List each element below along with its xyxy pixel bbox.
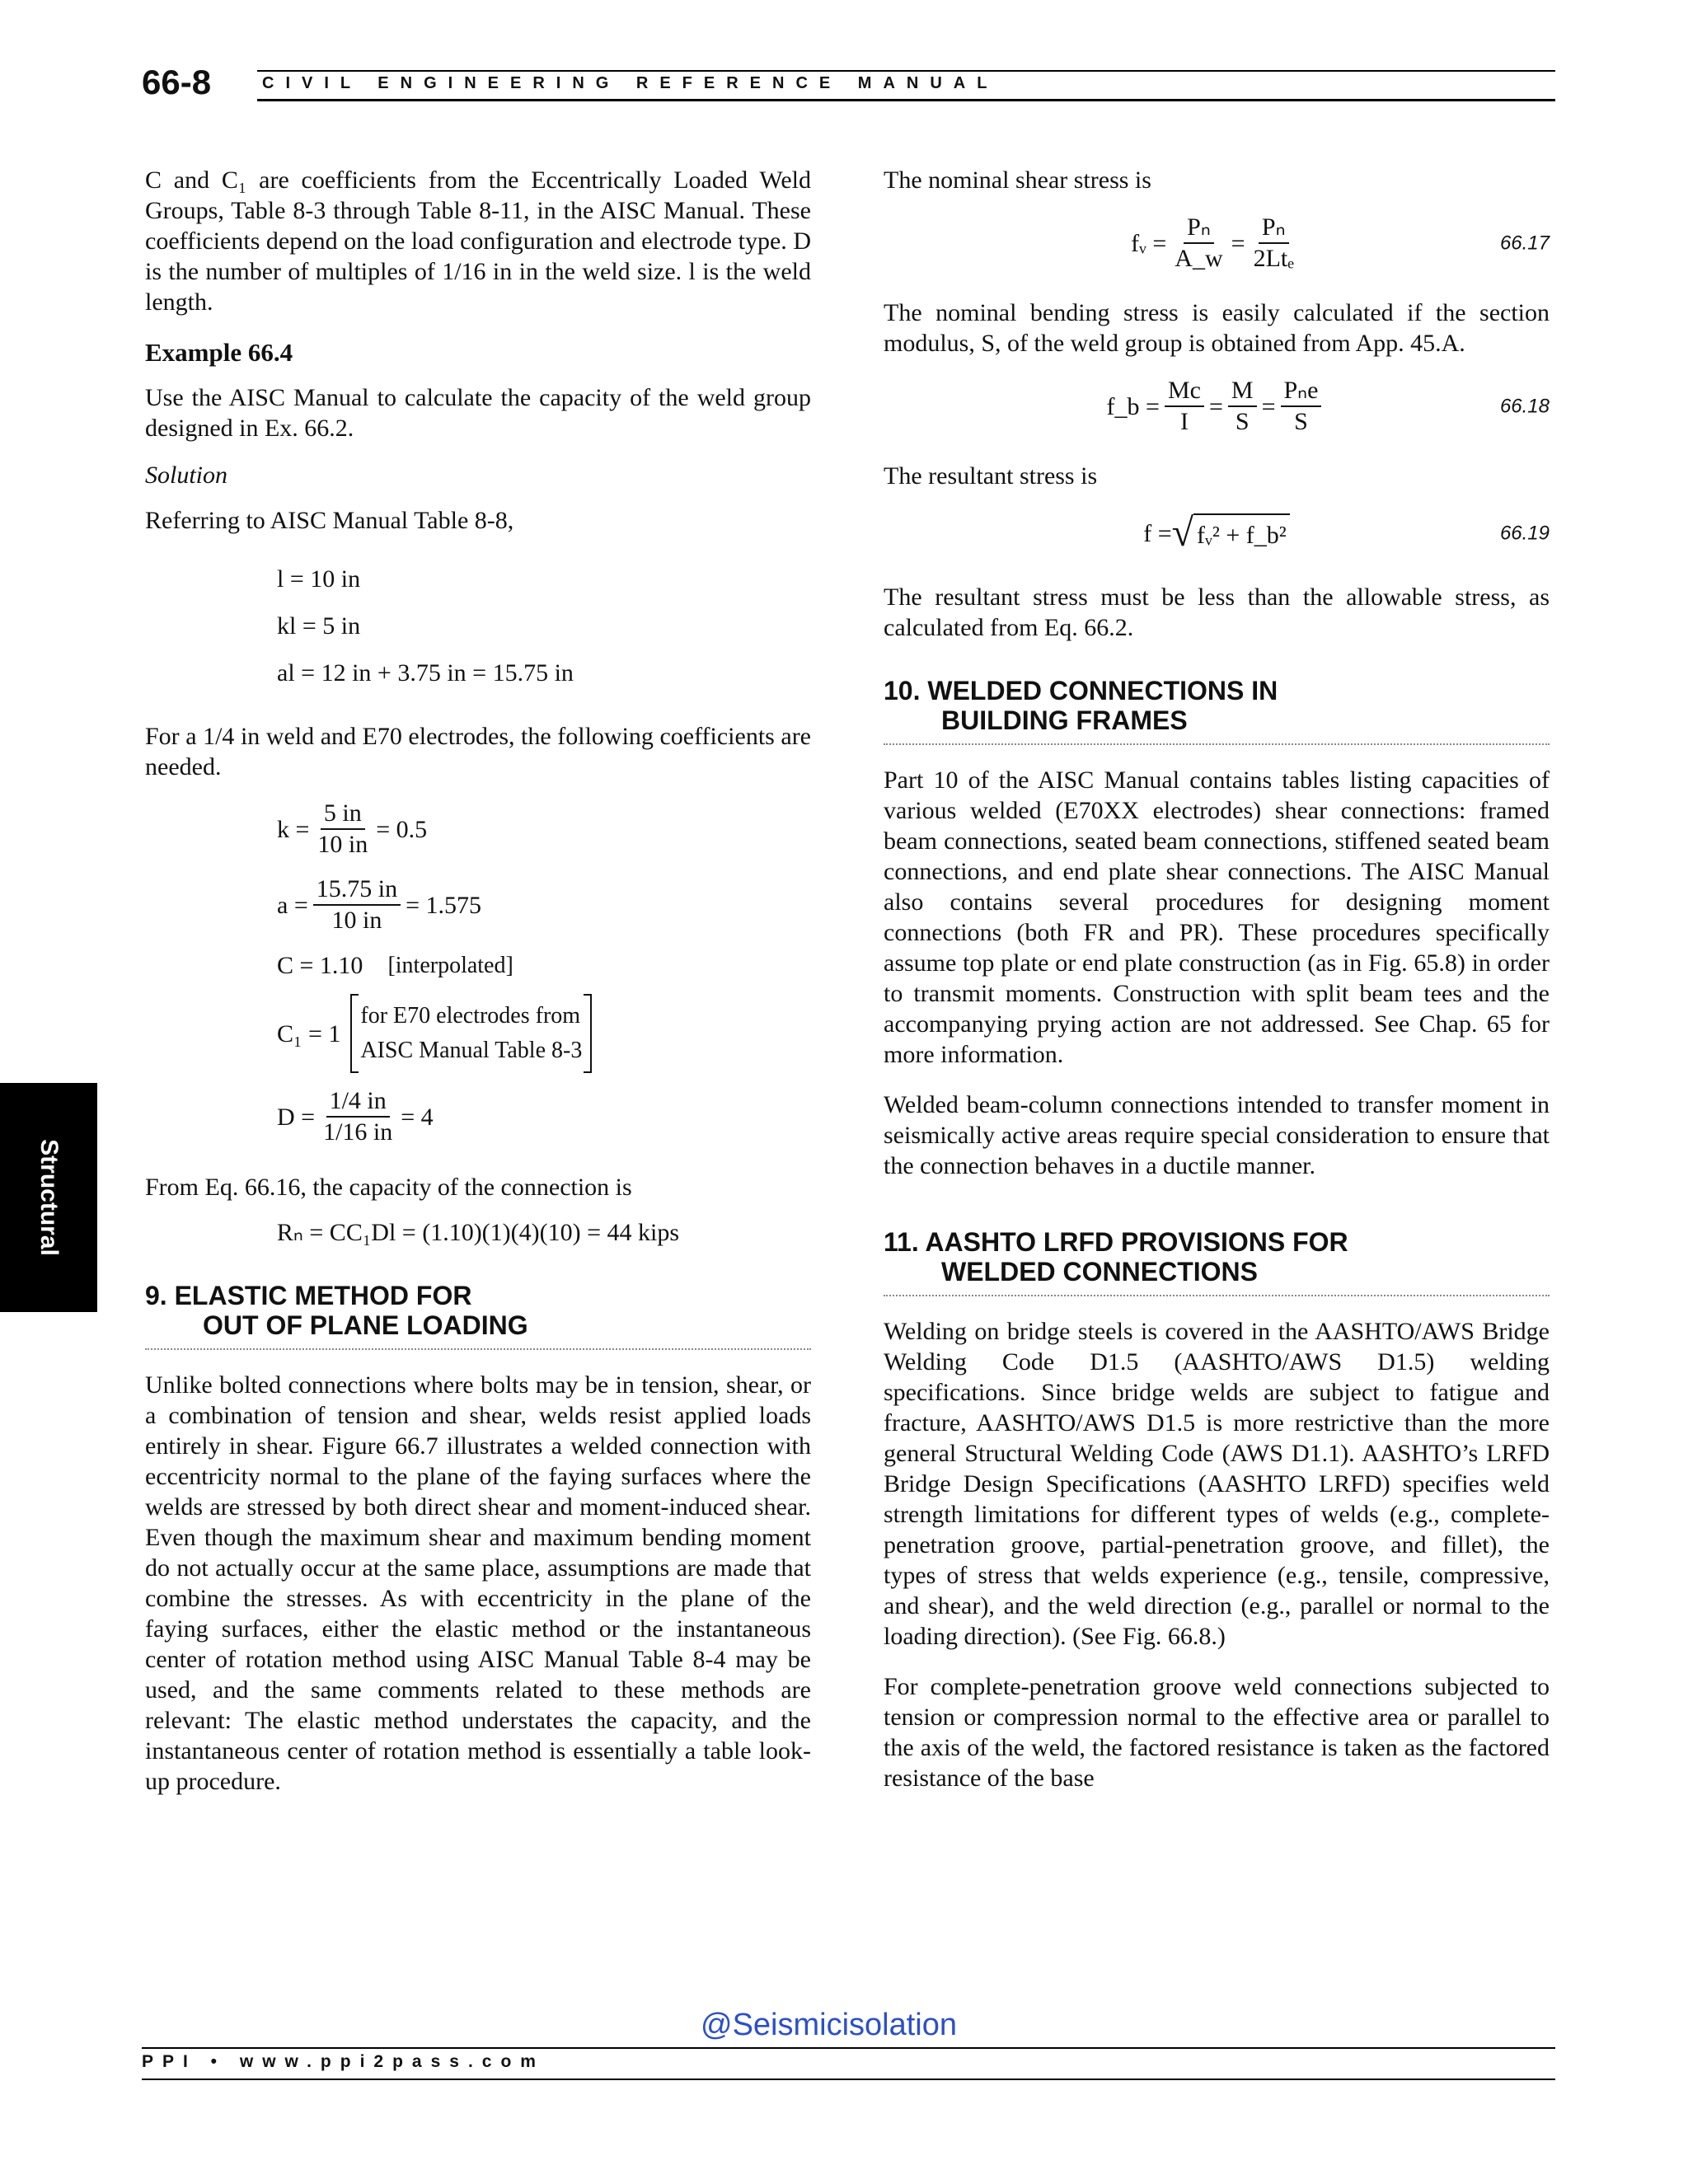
bracket-note: for E70 electrodes from AISC Manual Table 8-3 — [350, 996, 592, 1071]
shear-stress-intro: The nominal shear stress is — [884, 166, 1151, 194]
fraction: $\frac{1/4 in}{1/16 in}$ — [323, 1087, 393, 1146]
right-column — [884, 165, 1550, 1793]
equation-c: C = 1.10 [interpolated] — [277, 952, 513, 979]
footer-rule-bottom — [142, 2079, 1555, 2080]
given-values — [277, 555, 811, 696]
left-column — [145, 165, 811, 1797]
coefficient-equations — [277, 799, 811, 1147]
example-title: Example 66.4 — [145, 338, 293, 367]
equation-k: k = $\frac{5 in}{10 in}$ = 0.5 — [277, 799, 428, 858]
coefficients-paragraph: C and C₁ are coefficients from the Eccentrically Loaded Weld Groups, Table 8-3 through Table 8-11, in the AISC Manual. These coefficients depend on the load configuration and electrode type. D is the number of multiples of 1/16 in in the weld size. l is the weld length. — [145, 166, 811, 316]
equation-al: al = 12 in + 3.75 in = 15.75 in — [277, 659, 574, 687]
footer-rule-top — [142, 2047, 1555, 2049]
section-tab — [0, 1083, 97, 1312]
coefficients-intro: For a 1/4 in weld and E70 electrodes, the following coefficients are needed. — [145, 723, 811, 780]
equation-a: a = $\frac{15.75 in}{10 in}$ = 1.575 — [277, 875, 481, 934]
fraction: $\frac{M}{S}$ — [1228, 376, 1257, 437]
section-9-text: Unlike bolted connections where bolts may be in tension, shear, or a combination of tension and shear, welds resist applied loads entirely in shear. Figure 66.7 illustrates a welded connection with eccentricity normal to the plane of the faying surfaces where the welds are stressed by both direct shear and moment-induced shear. Even though the maximum shear and maximum bending moment do not actually occur at the same place, assumptions are made that combine the stresses. As with eccentricity in the plane of the faying surfaces, either the elastic method or the instantaneous center of rotation method using AISC Manual Table 8-4 may be used, and the same comments related to these methods are relevant: The elastic method understates the capacity, and the instantaneous center of rotation method is essentially a table look-up procedure. — [145, 1371, 811, 1795]
equation-c1: C₁ = 1 for E70 electrodes from AISC Manual Table 8-3 — [277, 996, 811, 1071]
section-11-paragraph-2: For complete-penetration groove weld connections subjected to tension or compression normal to the effective area or parallel to the axis of the weld, the factored resistance is taken as the factored resistance of the base — [884, 1673, 1550, 1792]
fraction: $\frac{15.75 in}{10 in}$ — [313, 874, 401, 935]
fraction: $\frac{5 in}{10 in}$ — [317, 799, 368, 858]
page-footer — [142, 2047, 1555, 2080]
equation-66-17: fᵥ = $\frac{\text{Pₙ}}{A\_w}$ = $\frac{\text{Pₙ}}{\text{2Ltₑ}}$ 66.17 — [1131, 213, 1550, 272]
watermark: @Seismicisolation — [701, 2008, 958, 2042]
section-10-paragraph-2: Welded beam-column connections intended to transfer moment in seismically active areas require special consideration to ensure that the connection behaves in a ductile manner. — [884, 1091, 1550, 1179]
section-10-paragraph-1: Part 10 of the AISC Manual contains tables listing capacities of various welded (E70XX electrodes) shear connections: framed beam connections, seated beam connections, stiffened seated beam connections, and end plate shear connections. The AISC Manual also contains several procedures for designing moment connections (both FR and PR). These procedures specifically assume top plate or end plate construction (as in Fig. 65.8) in order to transmit moments. Construction with split beam tees and the accompanying prying action are not addressed. See Chap. 65 for more information. — [884, 766, 1550, 1068]
equation-66-18: f_b = $\frac{Mc}{I}$ = $\frac{M}{S}$ = $\frac{\text{Pₙe}}{S}$ 66.18 — [1106, 377, 1550, 435]
section-11-paragraph-1: Welding on bridge steels is covered in the AASHTO/AWS Bridge Welding Code D1.5 (AASHTO/AWS D1.5) welding specifications. Since bridge welds are subject to fatigue and fracture, AASHTO/AWS D1.5 is more restrictive than the more general Structural Welding Code (AWS D1.1). AASHTO’s LRFD Bridge Design Specifications (AASHTO LRFD) specifies weld strength limitations for different types of welds (e.g., complete-penetration groove, partial-penetration groove, and fillet), the types of stress that welds experience (e.g., tensile, compressive, and shear), and the weld direction (e.g., parallel or normal to the loading direction). (See Fig. 66.8.) — [884, 1318, 1550, 1650]
page-header — [142, 64, 1555, 101]
header-rule-bottom — [257, 99, 1555, 101]
equation-number: 66.17 — [1499, 232, 1550, 255]
resultant-intro: The resultant stress is — [884, 462, 1098, 490]
equation-l: l = 10 in — [277, 565, 361, 593]
fraction: $\frac{\text{Pₙe}}{S}$ — [1281, 376, 1322, 437]
running-title: CIVIL ENGINEERING REFERENCE MANUAL — [262, 74, 999, 92]
section-10-heading: 10. WELDED CONNECTIONS IN BUILDING FRAMES — [884, 676, 1550, 745]
equation-kl: kl = 5 in — [277, 612, 361, 640]
equation-d: D = $\frac{1/4 in}{1/16 in}$ = 4 — [277, 1087, 434, 1146]
equation-number: 66.19 — [1499, 522, 1550, 545]
equation-66-19: f = √ fᵥ² + f_b² 66.19 — [1143, 511, 1550, 555]
capacity-intro: From Eq. 66.16, the capacity of the connection is — [145, 1174, 632, 1201]
square-root: √ fᵥ² + f_b² — [1172, 513, 1290, 553]
section-11-heading: 11. AASHTO LRFD PROVISIONS FOR WELDED CONNECTIONS — [884, 1227, 1550, 1296]
header-rule-top — [257, 70, 1555, 72]
page-number: 66-8 — [142, 63, 212, 101]
example-problem: Use the AISC Manual to calculate the capacity of the weld group designed in Ex. 66.2. — [145, 384, 811, 442]
equation-number: 66.18 — [1499, 395, 1550, 418]
section-tab-label: Structural — [35, 1139, 63, 1256]
solution-label: Solution — [145, 462, 228, 489]
fraction: $\frac{Mc}{I}$ — [1165, 376, 1204, 437]
fraction: $\frac{\text{Pₙ}}{A\_w}$ — [1175, 213, 1223, 272]
fraction: $\frac{\text{Pₙ}}{\text{2Ltₑ}}$ — [1253, 213, 1294, 272]
section-9-heading: 9. ELASTIC METHOD FOR OUT OF PLANE LOADING — [145, 1281, 811, 1350]
resultant-text: The resultant stress must be less than the allowable stress, as calculated from Eq. 66.2. — [884, 583, 1550, 641]
footer-text: PPI • www.ppi2pass.com — [142, 2052, 545, 2071]
radical-icon: √ — [1171, 511, 1194, 555]
referring-text: Referring to AISC Manual Table 8-8, — [145, 507, 514, 534]
capacity-equation: Rₙ = CC₁Dl = (1.10)(1)(4)(10) = 44 kips — [276, 1219, 680, 1246]
bending-stress-intro: The nominal bending stress is easily calculated if the section modulus, S, of the weld group is obtained from App. 45.A. — [884, 299, 1550, 357]
